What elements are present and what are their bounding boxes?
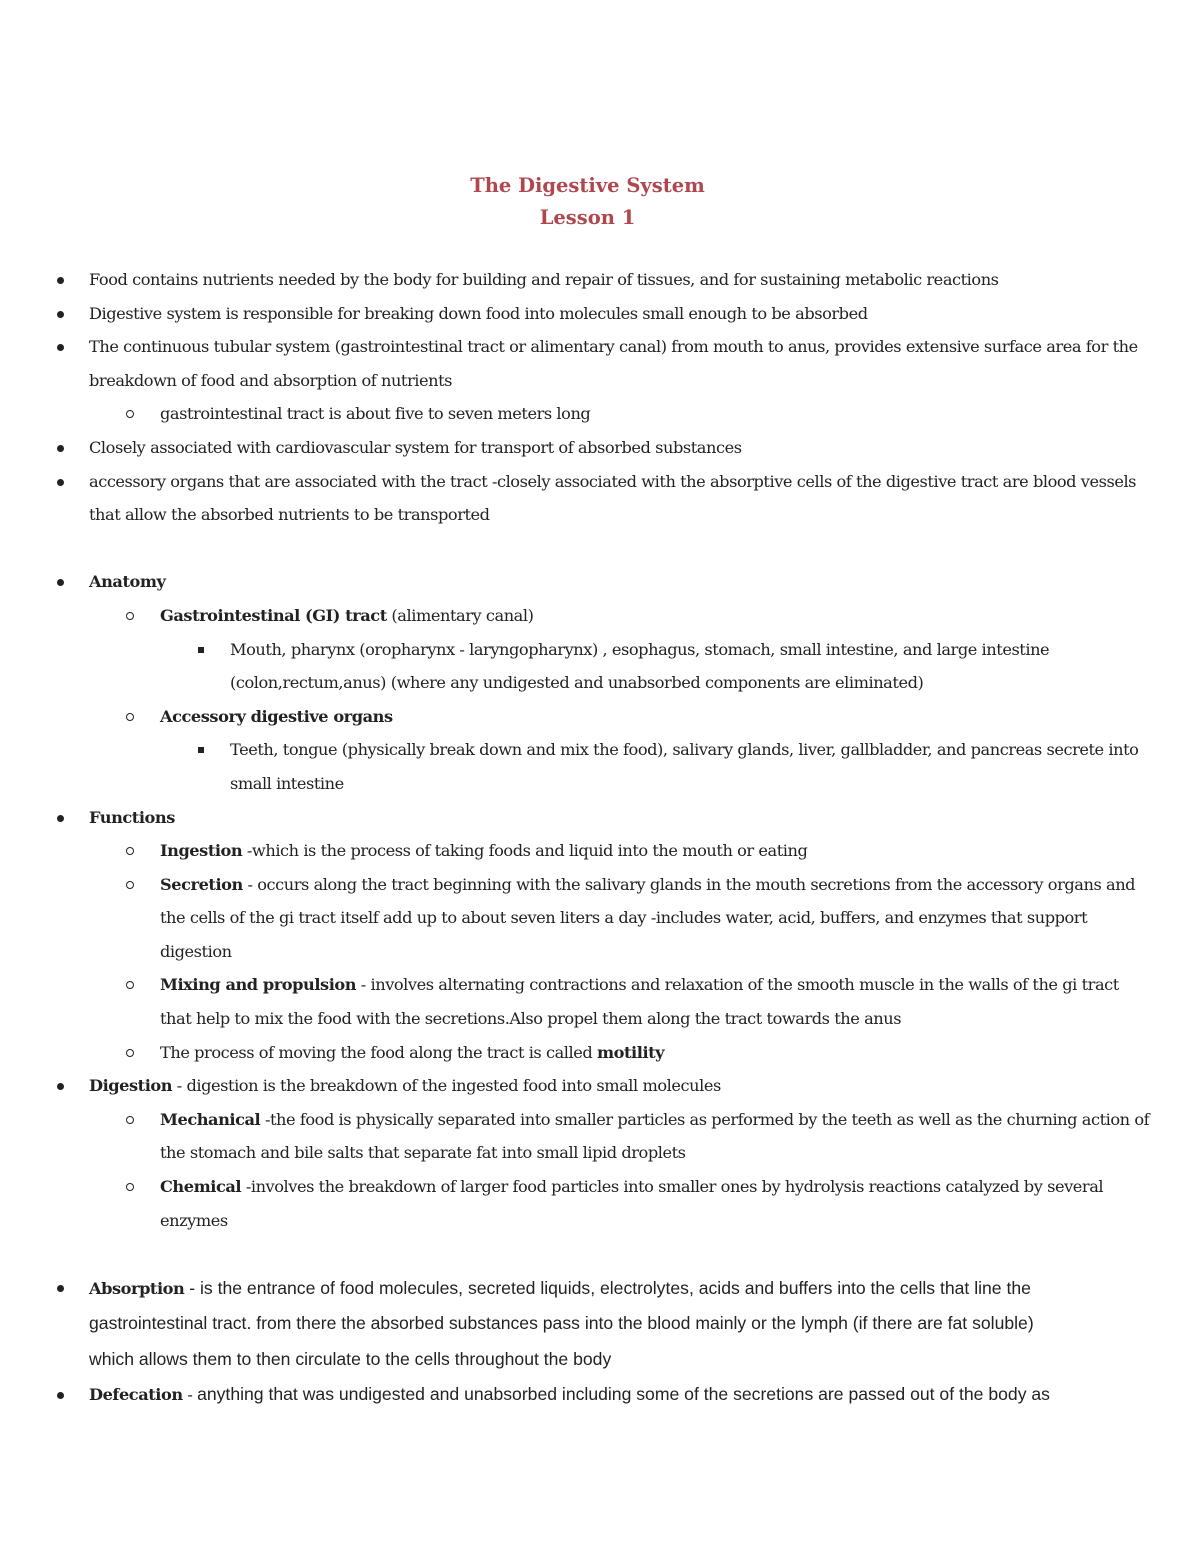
sub-list-item <box>0 1103 1160 1137</box>
circle-bullet-icon <box>126 612 134 620</box>
term-label: motility <box>597 1042 665 1062</box>
term-label: Accessory digestive organs <box>160 706 393 726</box>
list-item-continuation <box>0 364 1160 398</box>
document-title: The Digestive System <box>470 174 705 197</box>
section-heading-functions <box>0 801 1160 835</box>
section-heading-digestion <box>0 1069 1160 1103</box>
list-item <box>0 263 1160 297</box>
list-item-continuation <box>0 1306 1160 1342</box>
list-item-text: Mouth, pharynx (oropharynx - laryngopharynx) , esophagus, stomach, small intestine, and large intestine <box>230 639 1050 659</box>
circle-bullet-icon <box>126 1116 134 1124</box>
list-item-text: breakdown of food and absorption of nutrients <box>89 370 453 390</box>
term-text: - is the entrance of food molecules, secreted liquids, electrolytes, acids and buffers into the cells that line the <box>184 1277 1031 1298</box>
section-heading-text: Anatomy <box>89 572 166 592</box>
list-item-text: gastrointestinal tract. from there the absorbed substances pass into the blood mainly or the lymph (if there are fat soluble) <box>89 1313 1034 1334</box>
sub-list-item <box>0 968 1160 1002</box>
section-heading-absorption <box>0 1271 1160 1307</box>
sub-list-item <box>0 834 1160 868</box>
term-label: Chemical <box>160 1177 242 1197</box>
term-text: anything that was undigested and unabsorbed including some of the secretions are passed out of the body as <box>197 1384 1050 1405</box>
term-text: - involves alternating contractions and relaxation of the smooth muscle in the walls of the gi tract <box>356 975 1119 995</box>
circle-bullet-icon <box>126 410 134 418</box>
term-label: Mixing and propulsion <box>160 975 357 995</box>
sub-list-item <box>0 599 1160 633</box>
bullet-icon <box>57 1392 64 1399</box>
list-item-text: small intestine <box>230 773 344 793</box>
list-item-continuation <box>0 498 1160 532</box>
list-item-text: gastrointestinal tract is about five to seven meters long <box>160 404 591 424</box>
document-title-block <box>0 170 1175 234</box>
bullet-icon <box>57 1083 64 1090</box>
list-item-text: Food contains nutrients needed by the body for building and repair of tissues, and for sustaining metabolic reactions <box>89 270 999 289</box>
term-label: Ingestion <box>160 841 243 861</box>
list-item-text: accessory organs that are associated with the tract -closely associated with the absorptive cells of the digestive tract are blood vessels <box>89 471 1137 491</box>
section-heading-text: Absorption <box>89 1278 185 1298</box>
sub-sub-list-item <box>0 633 1160 667</box>
sub-list-item <box>0 1036 1160 1070</box>
bullet-icon <box>57 815 64 822</box>
list-item-text: The continuous tubular system (gastrointestinal tract or alimentary canal) from mouth to anus, provides extensive surface area for the <box>89 337 1138 357</box>
term-text: - digestion is the breakdown of the ingested food into small molecules <box>172 1076 721 1096</box>
term-text: - occurs along the tract beginning with the salivary glands in the mouth secretions from the accessory organs and <box>242 874 1136 894</box>
list-item-text: Digestive system is responsible for breaking down food into molecules small enough to be absorbed <box>89 303 868 323</box>
list-item-continuation <box>0 767 1160 801</box>
circle-bullet-icon <box>126 881 134 889</box>
bullet-icon <box>57 479 64 486</box>
list-item-continuation <box>0 935 1160 969</box>
list-item-continuation <box>0 666 1160 700</box>
list-item-continuation <box>0 1002 1160 1036</box>
list-item-text: Closely associated with cardiovascular system for transport of absorbed substances <box>89 437 742 457</box>
sub-list-item <box>0 868 1160 902</box>
term-text: (alimentary canal) <box>386 605 534 625</box>
list-item <box>0 330 1160 364</box>
list-item-text: which allows them to then circulate to the cells throughout the body <box>89 1348 612 1369</box>
bullet-icon <box>57 579 64 586</box>
list-item-text: the cells of the gi tract itself add up to about seven liters a day -includes water, acid, buffers, and enzymes that support <box>160 908 1088 928</box>
document-body <box>0 263 1160 1413</box>
list-item-text: enzymes <box>160 1210 228 1230</box>
list-item-text: Teeth, tongue (physically break down and mix the food), salivary glands, liver, gallbladder, and pancreas secrete into <box>230 740 1139 760</box>
term-text: -which is the process of taking foods and liquid into the mouth or eating <box>242 841 808 861</box>
bullet-icon <box>57 277 64 284</box>
circle-bullet-icon <box>126 1183 134 1191</box>
document-subtitle: Lesson 1 <box>539 206 636 229</box>
list-item-continuation <box>0 1204 1160 1238</box>
sub-list-item <box>0 397 1160 431</box>
list-item-text: that allow the absorbed nutrients to be transported <box>89 505 490 525</box>
section-heading-text: Digestion <box>89 1076 173 1096</box>
term-label: Gastrointestinal (GI) tract <box>160 605 387 625</box>
bullet-icon <box>57 445 64 452</box>
term-text: -involves the breakdown of larger food particles into smaller ones by hydrolysis reactions catalyzed by several <box>241 1177 1104 1197</box>
section-heading-anatomy <box>0 565 1160 599</box>
circle-bullet-icon <box>126 847 134 855</box>
sub-list-item <box>0 1170 1160 1204</box>
term-text: The process of moving the food along the tract is called <box>160 1042 597 1062</box>
bullet-icon <box>57 344 64 351</box>
list-item <box>0 431 1160 465</box>
list-item <box>0 297 1160 331</box>
bullet-icon <box>57 311 64 318</box>
list-item-continuation <box>0 1342 1160 1378</box>
section-heading-text: Functions <box>89 807 175 827</box>
sub-sub-list-item <box>0 733 1160 767</box>
term-label: Mechanical <box>160 1109 261 1129</box>
square-bullet-icon <box>198 647 204 653</box>
term-dash: - <box>182 1385 198 1405</box>
square-bullet-icon <box>198 747 204 753</box>
list-item-continuation <box>0 1136 1160 1170</box>
sub-list-item <box>0 700 1160 734</box>
section-heading-text: Defecation <box>89 1385 183 1405</box>
blank-line <box>0 1237 1160 1271</box>
list-item-text: digestion <box>160 941 232 961</box>
section-heading-defecation <box>0 1377 1160 1413</box>
list-item-continuation <box>0 901 1160 935</box>
term-label: Secretion <box>160 874 243 894</box>
term-text: -the food is physically separated into smaller particles as performed by the teeth as well as the churning action of <box>260 1109 1150 1129</box>
circle-bullet-icon <box>126 1049 134 1057</box>
bullet-icon <box>57 1285 64 1292</box>
list-item-text: (colon,rectum,anus) (where any undigested and unabsorbed components are eliminated) <box>230 673 924 693</box>
list-item-text: that help to mix the food with the secretions.Also propel them along the tract towards the anus <box>160 1009 902 1029</box>
blank-line <box>0 532 1160 566</box>
list-item-text: the stomach and bile salts that separate fat into small lipid droplets <box>160 1143 686 1163</box>
circle-bullet-icon <box>126 981 134 989</box>
circle-bullet-icon <box>126 713 134 721</box>
list-item <box>0 465 1160 499</box>
